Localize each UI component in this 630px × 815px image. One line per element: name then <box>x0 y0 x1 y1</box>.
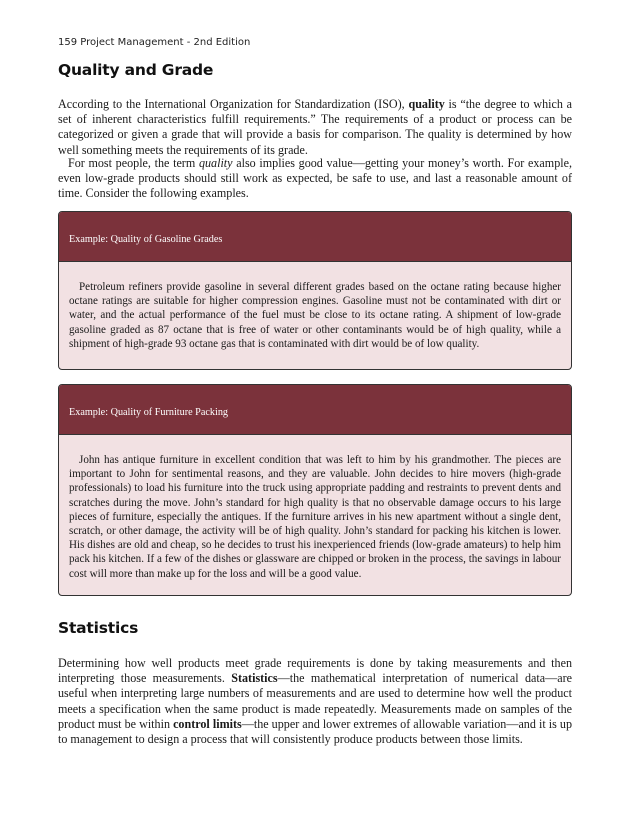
text-run: also implies good value—getting your money’s worth. For example, even low-grade products should still work as expected, be safe to use, and last a reasonable amount of time. Consider the following examples. <box>58 156 572 201</box>
example-body <box>59 261 571 361</box>
example-text: John has antique furniture in excellent condition that was left to him by his grandmother. The pieces are important to John for sentimental reasons, and they are valuable. John decides to hire movers (high-grade professionals) to load his furniture into the truck using appropriate padding and restraints to prevent dents and scratches during the move. John’s standard for high quality is that no observable damage occurs to his large pieces of furniture, especially the antiques. If the furniture arrives in his new apartment without a single dent, scratch, or other damage, the activity will be of high quality. John’s standard for packing his kitchen is lower. His dishes are old and cheap, so he decides to trust his inexperienced friends (low-grade amateurs) to help him pack his kitchen. If a few of the dishes or glassware are chipped or broken in the process, the savings in labour cost will more than make up for the loss and will be a good value. <box>69 454 561 580</box>
paragraph-quality-definition <box>58 97 572 158</box>
example-box-furniture <box>58 384 572 596</box>
example-text: Petroleum refiners provide gasoline in several different grades based on the octane rating because higher octane ratings are suitable for higher compression engines. Gasoline must not be contaminated with dirt or water, and the actual performance of the fuel must be close to its octane rating. A shipment of low-grade gasoline graded as 87 octane that is free of water or other contaminants would be of high quality, while a shipment of high-grade 93 octane gas that is contaminated with dirt would be of low quality. <box>69 281 561 350</box>
text-run: is “the degree to which a set of inherent characteristics fulfill requirements.” The requirements of a product or process can be categorized or given a grade that will provide a basis for comparison. The quality is determined by how well something meets the requirements of its grade. <box>58 97 573 157</box>
term-control-limits: control limits <box>173 716 242 731</box>
term-quality-italic: quality <box>198 156 233 170</box>
example-title: Example: Quality of Furniture Packing <box>59 385 571 434</box>
text-run: —the mathematical interpretation of numerical data—are useful when interpreting large numbers of measurements and are used to determine how well the product meets a specification when the same product is made repeatedly. Measurements made on samples of the product must be within <box>58 671 573 731</box>
paragraph-statistics <box>58 656 572 747</box>
paragraph-quality-value <box>58 156 572 202</box>
paragraph-body <box>58 156 572 202</box>
text-run: For most people, the term <box>68 156 199 170</box>
text-run: According to the International Organization for Standardization (ISO), <box>58 97 409 111</box>
example-body <box>59 434 571 591</box>
example-title: Example: Quality of Gasoline Grades <box>59 212 571 261</box>
term-quality: quality <box>408 97 445 111</box>
section-title-quality-and-grade: Quality and Grade <box>58 61 214 79</box>
text-run: Determining how well products meet grade requirements is done by taking measurements and then interpreting those measurements. <box>58 656 572 686</box>
text-run: —the upper and lower extremes of allowable variation—and it is up to management to design a process that will consistently produce products between those limits. <box>58 716 572 747</box>
term-statistics: Statistics <box>231 671 278 686</box>
section-title-statistics: Statistics <box>58 619 139 637</box>
example-box-gasoline <box>58 211 572 370</box>
running-header: 159 Project Management - 2nd Edition <box>58 37 251 48</box>
